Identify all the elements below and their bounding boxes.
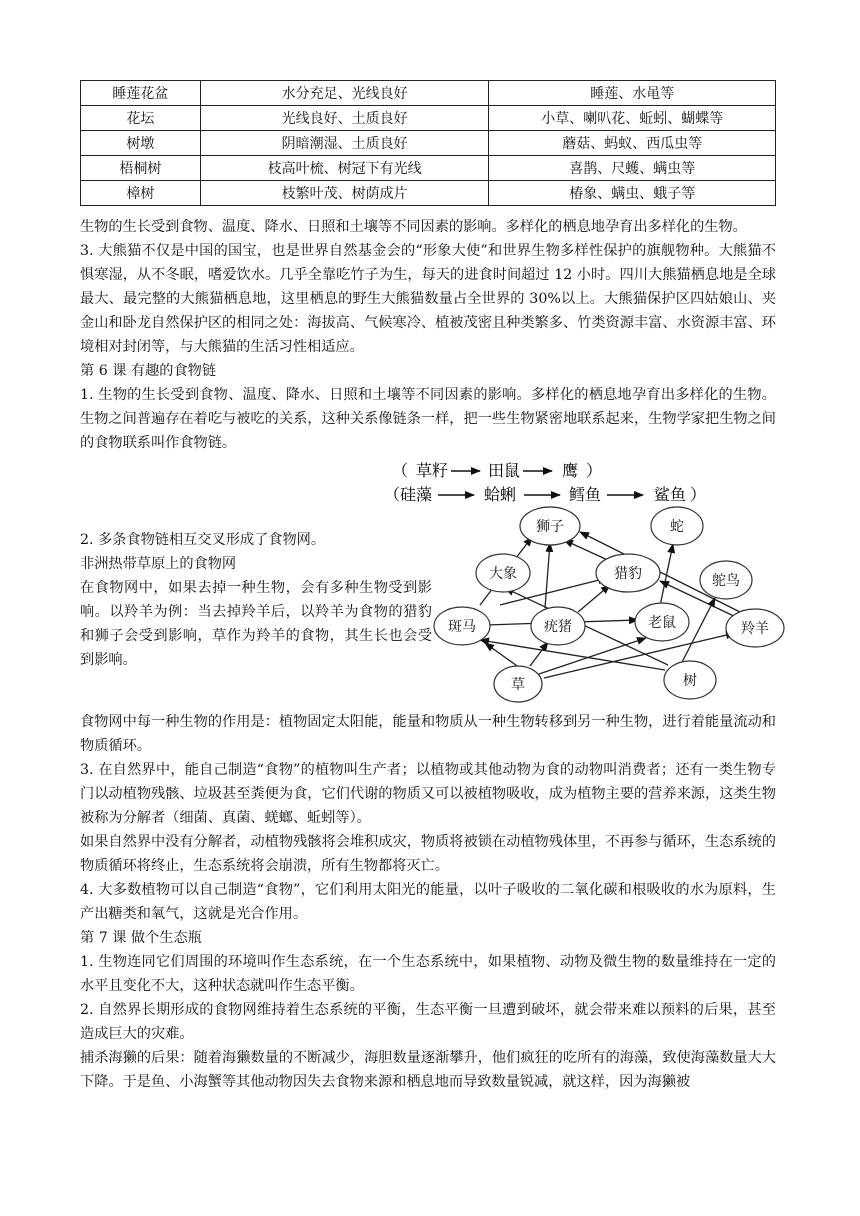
paragraph-habitat-summary: 生物的生长受到食物、温度、降水、日照和土壤等不同因素的影响。多样化的栖息地孕育出多样化的生物。: [80, 219, 747, 235]
paragraph-remove-species: 在食物网中，如果去掉一种生物，会有多种生物受到影响。以羚羊为例：当去掉羚羊后，以羚羊为食物的猎豹和狮子会受到影响，草作为羚羊的食物，其生长也会受到影响。: [80, 580, 432, 668]
chain1-item-1: 草籽: [416, 461, 449, 480]
table-cell: 蘑菇、蚂蚁、西瓜虫等: [489, 131, 776, 156]
paragraph-sea-otter: 捕杀海獭的后果：随着海獭数量的不断减少，海胆数量逐渐攀升，他们疯狂的吃所有的海藻，致使海藻数量大大下降。于是鱼、小海蟹等其他动物因失去食物来源和栖息地而导致数量锐减，就这样，因为海獭被: [80, 1050, 776, 1090]
table-cell: 睡莲、水黾等: [489, 81, 776, 106]
paragraph-food-chain: 1. 生物的生长受到食物、温度、降水、日照和土壤等不同因素的影响。多样化的栖息地孕育出多样化的生物。生物之间普遍存在着吃与被吃的关系，这种关系像链条一样，把一些生物紧密地联系起来，生物学家把生物之间的食物联系叫作食物链。: [80, 387, 776, 451]
paragraph-panda: 3. 大熊猫不仅是中国的国宝，也是世界自然基金会的“形象大使”和世界生物多样性保护的旗舰物种。大熊猫不惧寒湿，从不冬眠，嗜爱饮水。几乎全靠吃竹子为生，每天的进食时间超过 12 小时。四川大熊猫栖息地是全球最大、最完整的大熊猫栖息地，这里栖息的野生大熊猫数量占全世界的 30%以上。大熊猫保护区四姑娘山、夹金山和卧龙自然保护区的相同之处：海拔高、气候寒冷、植被茂密且种类繁多、竹类资源丰富、水资源丰富、环境相对封闭等，与大熊猫的生活习性相适应。: [80, 243, 776, 355]
table-cell: 枝高叶梳、树冠下有光线: [200, 156, 489, 181]
table-cell: 梧桐树: [81, 156, 201, 181]
paragraph-ecosystem: 1. 生物连同它们周围的环境叫作生态系统，在一个生态系统中，如果植物、动物及微生物的数量维持在一定的水平且变化不大，这种状态就叫作生态平衡。: [80, 954, 776, 994]
chain1-item-2: 田鼠: [488, 461, 521, 480]
svg-text:）: ）: [586, 461, 603, 480]
paragraph-balance: 2. 自然界长期形成的食物网维持着生态系统的平衡，生态平衡一旦遭到破坏，就会带来难以预料的后果，甚至造成巨大的灾难。: [80, 1002, 776, 1042]
food-web-caption: 非洲热带草原上的食物网: [80, 556, 237, 572]
paragraph-energy-flow: 食物网中每一种生物的作用是：植物固定太阳能，能量和物质从一种生物转移到另一种生物，进行着能量流动和物质循环。: [80, 714, 776, 754]
food-web-edges: [480, 532, 740, 678]
label-grass: 草: [511, 677, 525, 693]
lesson-7-title: 第 7 课 做个生态瓶: [80, 930, 202, 946]
table-cell: 枝繁叶茂、树荫成片: [200, 181, 489, 206]
food-chain-2: [384, 485, 706, 504]
label-cheetah: 猎豹: [614, 566, 642, 582]
label-snake: 蛇: [670, 519, 684, 535]
chain2-item-2: 蛤蜊: [484, 485, 517, 504]
svg-text:（: （: [392, 461, 409, 480]
table-cell: 树墩: [81, 131, 201, 156]
chain2-item-3: 鳕鱼: [569, 485, 602, 504]
svg-text:）: ）: [690, 485, 707, 504]
chain1-item-3: 鹰: [562, 461, 579, 480]
paragraph-producers: 3. 在自然界中，能自己制造“食物”的植物叫生产者；以植物或其他动物为食的动物叫消费者；还有一类生物专门以动植物残骸、垃圾甚至粪便为食，它们代谢的物质又可以被植物吸收，成为植物主要的营养来源，这类生物被称为分解者（细菌、真菌、蜣螂、蚯蚓等）。: [80, 762, 776, 826]
food-chain-1: [392, 461, 602, 480]
label-zebra: 斑马: [448, 619, 476, 635]
label-lion: 狮子: [536, 519, 564, 535]
table-cell: 椿象、螨虫、蛾子等: [489, 181, 776, 206]
table-cell: 樟树: [81, 181, 201, 206]
table-cell: 小草、喇叭花、蚯蚓、蝴蝶等: [489, 106, 776, 131]
food-web-nodes: [434, 507, 784, 702]
lesson-6-title: 第 6 课 有趣的食物链: [80, 363, 217, 379]
label-mouse: 老鼠: [648, 615, 676, 631]
table-cell: 睡莲花盆: [81, 81, 201, 106]
label-ostrich: 鸵鸟: [712, 573, 740, 589]
table-cell: 喜鹊、尺蠖、螨虫等: [489, 156, 776, 181]
table-cell: 光线良好、土质良好: [200, 106, 489, 131]
table-cell: 阴暗潮湿、土质良好: [200, 131, 489, 156]
label-tree: 树: [683, 673, 697, 689]
food-web-labels: [448, 519, 769, 693]
paragraph-photosynthesis: 4. 大多数植物可以自己制造“食物”，它们利用太阳光的能量，以叶子吸收的二氧化碳和根吸收的水为原料，生产出糖类和氧气，这就是光合作用。: [80, 882, 776, 922]
label-elephant: 大象: [489, 566, 517, 582]
label-antelope: 羚羊: [741, 621, 769, 637]
table-cell: 水分充足、光线良好: [200, 81, 489, 106]
paragraph-food-web: 2. 多条食物链相互交叉形成了食物网。: [80, 532, 326, 548]
svg-text:（: （: [384, 485, 401, 504]
label-warthog: 疣猪: [544, 619, 572, 635]
chain2-item-1: 硅藻: [400, 485, 433, 504]
table-cell: 花坛: [81, 106, 201, 131]
paragraph-decomposers: 如果自然界中没有分解者，动植物残骸将会堆积成灾，物质将被锁在动植物残体里，不再参与循环，生态系统的物质循环将终止，生态系统将会崩溃，所有生物都将灭亡。: [80, 834, 776, 874]
chain2-item-4: 鲨鱼: [654, 485, 687, 504]
